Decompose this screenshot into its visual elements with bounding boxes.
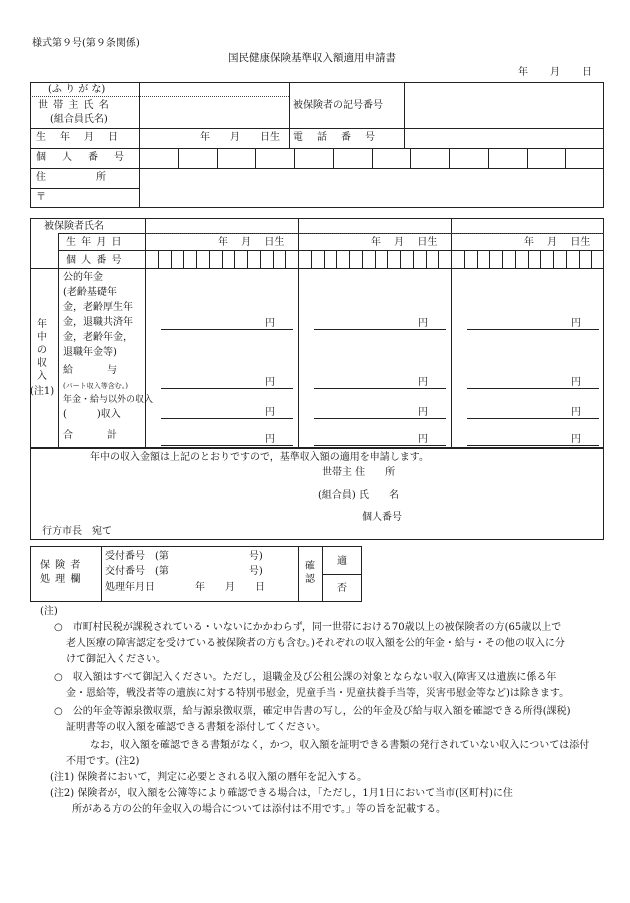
personal-number-cell-divider xyxy=(333,148,334,168)
phone-input[interactable] xyxy=(406,130,602,146)
table-personal-number-cell-divider xyxy=(413,250,414,268)
note-line: (注1) 保険者において，判定に必要とされる収入額の暦年を記入する。 xyxy=(50,772,368,783)
pension-amount-input-2[interactable] xyxy=(314,316,431,328)
other-amount-input-3[interactable] xyxy=(467,405,584,417)
sign-personal-number-label: 個人番号 xyxy=(362,512,402,523)
personal-number-cell-divider xyxy=(449,148,450,168)
table-personal-number-cell-divider xyxy=(515,250,516,268)
personal-number-cell-divider xyxy=(255,148,256,168)
personal-number-cell-divider xyxy=(488,148,489,168)
salary-amount-input-1[interactable] xyxy=(161,375,278,387)
note-line: 金・恩給等，戦没者等の遺族に対する特別弔慰金，児童手当・児童扶養手当等，災害弔慰金等など)は除きます。 xyxy=(66,688,570,699)
personal-number-cell-divider xyxy=(410,148,411,168)
member-name-label: (組合員氏名) xyxy=(50,114,108,125)
table-personal-number-label: 個 人 番 号 xyxy=(66,255,123,266)
personal-number-cell-divider xyxy=(178,148,179,168)
householder-name-label: 世 帯 主 氏 名 xyxy=(38,100,110,111)
table-personal-number-cell-divider xyxy=(387,250,388,268)
note-line: (注2) 保険者が，収入額を公簿等により確認できる場合は，「ただし，1月1日において当市(区町村)に住 xyxy=(50,788,513,799)
address-label: 住 所 xyxy=(36,172,106,183)
table-personal-number-cell-divider xyxy=(502,250,503,268)
total-amount-input-1[interactable] xyxy=(161,432,278,444)
personal-number-cell-divider xyxy=(565,148,566,168)
table-personal-number-cell-divider xyxy=(528,250,529,268)
confirm-label: 確認 xyxy=(305,561,315,585)
other-income-label-2: ( )収入 xyxy=(63,409,121,420)
householder-address-label: 世帯主 住 所 xyxy=(322,467,396,478)
yen-unit: 円 xyxy=(571,377,581,388)
note-line: ○ 収入額はすべて御記入ください。ただし，退職金及び公租公課の対象とならない収入(障害又は遺族に係る年 xyxy=(54,672,557,683)
address-input[interactable] xyxy=(141,170,602,206)
table-personal-number-cell-divider xyxy=(438,250,439,268)
table-personal-number-cell-divider xyxy=(362,250,363,268)
note-line: 不用です。(注2) xyxy=(66,756,140,767)
birth-date-label: 生 年 月 日 xyxy=(36,132,120,143)
table-personal-number-cell-divider xyxy=(209,250,210,268)
yen-unit: 円 xyxy=(265,318,275,329)
yen-unit: 円 xyxy=(571,318,581,329)
table-personal-number-cell-divider xyxy=(196,250,197,268)
postal-mark: 〒 xyxy=(36,192,46,203)
furigana-input[interactable] xyxy=(141,84,287,95)
note-line: 所がある方の公的年金収入の場合については添付は不用です。」等の旨を記載する。 xyxy=(72,804,446,815)
ineligible-label[interactable]: 否 xyxy=(337,583,347,594)
personal-number-cell-divider xyxy=(372,148,373,168)
note-line: けて御記入ください。 xyxy=(66,654,166,665)
table-personal-number-cell-divider xyxy=(285,250,286,268)
eligible-label[interactable]: 適 xyxy=(337,556,347,567)
yen-unit: 円 xyxy=(265,377,275,388)
total-amount-input-3[interactable] xyxy=(467,432,584,444)
table-birth-label: 生 年 月 日 xyxy=(66,237,123,248)
table-personal-number-cell-divider xyxy=(247,250,248,268)
other-income-label: 年金・給与以外の収入 xyxy=(63,395,154,405)
pension-label-line: 金，老齢年金， xyxy=(63,332,133,343)
salary-label: 給 与 xyxy=(63,365,118,376)
notes-heading: (注) xyxy=(40,606,58,617)
table-personal-number-cell-divider xyxy=(553,250,554,268)
birth-date-ymd: 年 月 日生 xyxy=(200,132,280,143)
yen-unit: 円 xyxy=(418,377,428,388)
insured-name-label: 被保険者氏名 xyxy=(44,221,104,232)
table-personal-number-cell-divider xyxy=(336,250,337,268)
insured-name-input-2[interactable] xyxy=(300,219,449,232)
table-personal-number-cell-divider xyxy=(183,250,184,268)
pension-label-line: (老齢基礎年 xyxy=(63,287,117,298)
yen-unit: 円 xyxy=(265,407,275,418)
furigana-label: (ふ り が な) xyxy=(48,84,106,95)
personal-number-cell-divider xyxy=(294,148,295,168)
processing-label: 処 理 欄 xyxy=(40,574,82,585)
insured-name-input-1[interactable] xyxy=(147,219,296,232)
total-label: 合 計 xyxy=(63,430,118,441)
table-personal-number-cell-divider xyxy=(477,250,478,268)
salary-amount-input-2[interactable] xyxy=(314,375,431,387)
yen-unit: 円 xyxy=(265,434,275,445)
table-personal-number-cell-divider xyxy=(171,250,172,268)
declaration-text: 年中の収入金額は上記のとおりですので，基準収入額の適用を申請します。 xyxy=(90,452,429,463)
personal-number-cell-divider xyxy=(217,148,218,168)
form-title: 国民健康保険基準収入額適用申請書 xyxy=(228,52,396,64)
yen-unit: 円 xyxy=(571,407,581,418)
other-amount-input-2[interactable] xyxy=(314,405,431,417)
salary-amount-input-3[interactable] xyxy=(467,375,584,387)
phone-label: 電 話 番 号 xyxy=(293,132,377,143)
birth-ymd-3: 年 月 日生 xyxy=(524,237,591,248)
personal-number-cell-divider xyxy=(527,148,528,168)
issue-number: 交付番号 (第 号) xyxy=(105,566,263,577)
table-personal-number-cell-divider xyxy=(324,250,325,268)
pension-amount-input-1[interactable] xyxy=(161,316,278,328)
table-personal-number-cell-divider xyxy=(400,250,401,268)
form-number: 様式第９号(第９条関係) xyxy=(32,38,140,49)
pension-label-line: 退職年金等) xyxy=(63,347,117,358)
note-line: ○ 公的年金等源泉徴収票，給与源泉徴収票，確定申告書の写し，公的年金及び給与収入額を確認できる所得(課税) xyxy=(54,706,571,717)
table-personal-number-cell-divider xyxy=(158,250,159,268)
note1-ref: (注1) xyxy=(30,386,55,397)
birth-ymd-1: 年 月 日生 xyxy=(218,237,285,248)
pension-amount-input-3[interactable] xyxy=(467,316,584,328)
householder-name-input[interactable] xyxy=(141,98,287,126)
insurer-label: 保 険 者 xyxy=(40,560,82,571)
annual-income-label: 年中の収入 xyxy=(37,319,47,382)
yen-unit: 円 xyxy=(571,434,581,445)
note-line: なお，収入額を確認できる書類がなく，かつ，収入額を証明できる書類の発行されていない収入については添付 xyxy=(90,740,590,751)
processing-date: 処理年月日 年 月 日 xyxy=(105,582,265,593)
table-personal-number-cell-divider xyxy=(273,250,274,268)
date-year-label: 年 xyxy=(518,67,528,78)
table-personal-number-cell-divider xyxy=(540,250,541,268)
insured-number-input[interactable] xyxy=(406,84,602,126)
table-personal-number-cell-divider xyxy=(464,250,465,268)
note-line: 証明書等の収入額を確認できる書類を添付してください。 xyxy=(66,722,326,733)
table-personal-number-cell-divider xyxy=(566,250,567,268)
pension-label-line: 金，老齢厚生年 xyxy=(63,302,133,313)
receipt-number: 受付番号 (第 号) xyxy=(105,551,263,562)
total-amount-input-2[interactable] xyxy=(314,432,431,444)
table-personal-number-cell-divider xyxy=(260,250,261,268)
member-name-sign-label: (組合員) 氏 名 xyxy=(318,490,399,501)
table-personal-number-cell-divider xyxy=(579,250,580,268)
personal-number-label: 個 人 番 号 xyxy=(36,152,127,163)
birth-ymd-2: 年 月 日生 xyxy=(371,237,438,248)
date-day-label: 日 xyxy=(582,67,592,78)
salary-sub-label: (パート収入等含む。) xyxy=(63,382,128,390)
table-personal-number-cell-divider xyxy=(426,250,427,268)
insured-name-input-3[interactable] xyxy=(453,219,602,232)
yen-unit: 円 xyxy=(418,434,428,445)
yen-unit: 円 xyxy=(418,407,428,418)
table-personal-number-cell-divider xyxy=(311,250,312,268)
table-personal-number-cell-divider xyxy=(591,250,592,268)
insured-number-label: 被保険者の記号番号 xyxy=(293,100,383,111)
table-personal-number-cell-divider xyxy=(234,250,235,268)
table-personal-number-cell-divider xyxy=(375,250,376,268)
table-personal-number-cell-divider xyxy=(489,250,490,268)
table-personal-number-cell-divider xyxy=(349,250,350,268)
addressee: 行方市長 宛て xyxy=(42,526,112,537)
other-amount-input-1[interactable] xyxy=(161,405,278,417)
table-personal-number-cell-divider xyxy=(222,250,223,268)
note-line: ○ 市町村民税が課税されている・いないにかかわらず，同一世帯における70歳以上の被保険者の方(65歳以上で xyxy=(54,622,562,633)
pension-label-line: 金，退職共済年 xyxy=(63,317,133,328)
yen-unit: 円 xyxy=(418,318,428,329)
pension-label-line: 公的年金 xyxy=(63,272,103,283)
note-line: 老人医療の障害認定を受けている被保険者の方も含む。)それぞれの収入額を公的年金・給与・その他の収入に分 xyxy=(66,638,565,649)
date-month-label: 月 xyxy=(550,67,560,78)
